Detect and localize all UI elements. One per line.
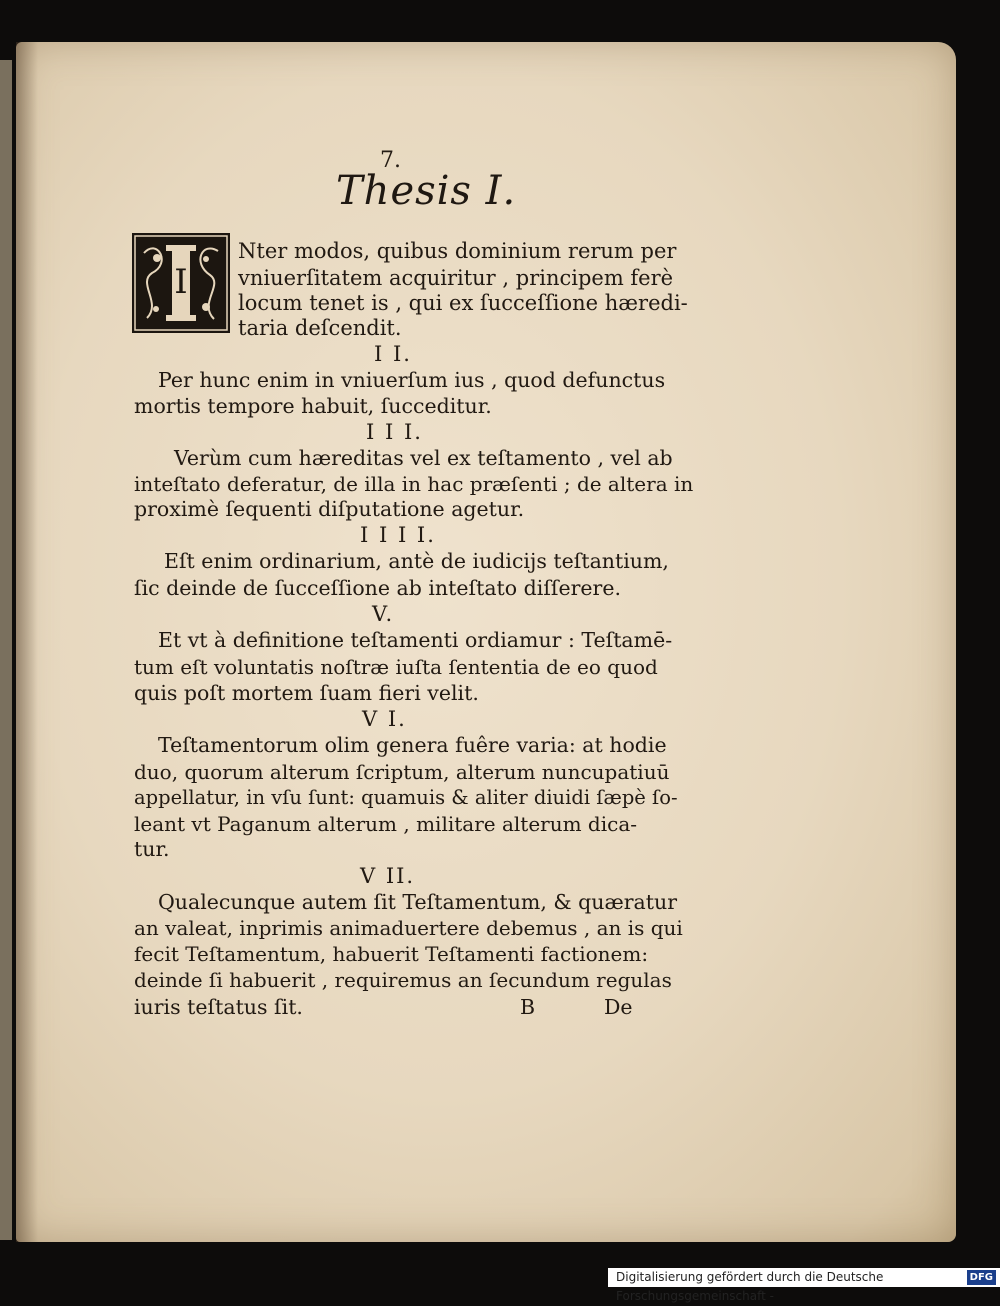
thesis-numeral: V II.	[360, 864, 416, 888]
thesis-numeral: I I I.	[366, 420, 423, 444]
initial-letter: I	[174, 262, 188, 302]
text-line: duo, quorum alterum ſcriptum, alterum nuncupatiuū	[134, 760, 670, 784]
text-line: vniuerſitatem acquiritur , principem ferè	[238, 266, 674, 290]
text-line: taria deſcendit.	[238, 316, 402, 340]
text-line: Nter modos, quibus dominium rerum per	[238, 239, 677, 263]
text-line: Teſtamentorum olim genera fuêre varia: at hodie	[158, 733, 667, 757]
text-line: Qualecunque autem ſit Teſtamentum, & quæratur	[158, 890, 677, 914]
dfg-logo-icon: DFG	[967, 1270, 996, 1285]
text-line: an valeat, inprimis animaduertere debemus , an is qui	[134, 916, 683, 940]
text-line: tur.	[134, 837, 170, 861]
text-line: locum tenet is , qui ex ſucceſſione hæredi-	[238, 291, 688, 315]
text-line: leant vt Paganum alterum , militare alterum dica-	[134, 812, 637, 836]
page-number: 7.	[380, 148, 401, 173]
adjacent-page-edge	[0, 60, 12, 1240]
page-gutter-shadow	[16, 42, 38, 1242]
text-line: fecit Teſtamentum, habuerit Teſtamenti factionem:	[134, 942, 649, 966]
thesis-numeral: V.	[372, 602, 395, 626]
text-line: tum eſt voluntatis noſtræ iuſta ſententia de eo quod	[134, 655, 658, 679]
text-line: appellatur, in vſu ſunt: quamuis & aliter diuidi ſæpè ſo-	[134, 786, 678, 809]
digitization-footer	[608, 1268, 1000, 1303]
text-line: Per hunc enim in vniuerſum ius , quod defunctus	[158, 368, 666, 392]
text-line: proximè ſequenti diſputatione agetur.	[134, 497, 525, 521]
text-line: iuris teſtatus ſit.	[134, 995, 303, 1019]
thesis-numeral: V I.	[362, 707, 407, 731]
thesis-numeral: I I I I.	[360, 523, 436, 547]
text-line: deinde ſi habuerit , requiremus an ſecundum regulas	[134, 968, 672, 992]
signature-mark: B	[520, 995, 536, 1019]
thesis-numeral: I I.	[374, 342, 412, 366]
ornament-icon	[132, 233, 230, 333]
text-line: Eſt enim ordinarium, antè de iudicijs teſtantium,	[164, 549, 669, 573]
footer-text: Digitalisierung gefördert durch die Deutsche Forschungsgemeinschaft -	[616, 1270, 884, 1303]
text-line: ſic deinde de ſucceſſione ab inteſtato diſſerere.	[134, 576, 622, 600]
text-line: Et vt à definitione teſtamenti ordiamur : Teſtamē-	[158, 628, 673, 652]
text-line: quis poſt mortem ſuam fieri velit.	[134, 681, 479, 705]
decorated-initial-letter	[132, 233, 230, 333]
text-line: inteſtato deferatur, de illa in hac præſenti ; de altera in	[134, 472, 694, 496]
text-line: mortis tempore habuit, ſucceditur.	[134, 394, 492, 418]
text-line: Verùm cum hæreditas vel ex teſtamento , vel ab	[174, 446, 673, 470]
catchword: De	[604, 995, 633, 1019]
page-heading: Thesis I.	[336, 168, 517, 214]
